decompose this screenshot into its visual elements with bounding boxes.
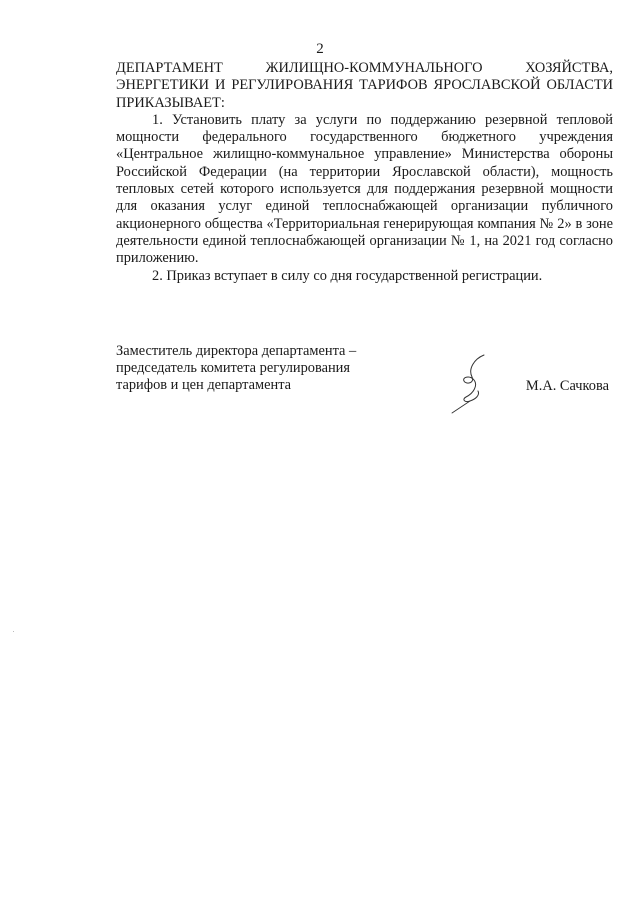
page-number: 2 xyxy=(316,41,324,57)
signatory-name: М.А. Сачкова xyxy=(525,378,609,394)
signatory-title xyxy=(116,343,396,394)
signatory-title-line: тарифов и цен департамента xyxy=(116,377,292,393)
paragraph-1: 1. Установить плату за услуги по поддержанию резервной тепловой мощности федерального государственного бюджетного учреждения «Центральное жилищно-коммунальное управление» Министерства обороны Российской Федерации (на территории Ярославской области), мощность тепловых сетей которого используется для поддержания резервной мощности для оказания услуг единой теплоснабжающей организации публичного акционерного общества «Территориальная генерирующая компания № 2» в зоне деятельности единой теплоснабжающей организации № 1, на 2021 год согласно приложению. xyxy=(116,111,613,267)
document-body xyxy=(116,60,613,285)
scan-speck xyxy=(13,631,14,632)
paragraph-2: 2. Приказ вступает в силу со дня государственной регистрации. xyxy=(152,267,543,284)
signature-block xyxy=(116,343,613,423)
signatory-title-line: председатель комитета регулирования xyxy=(116,360,350,376)
order-heading: ДЕПАРТАМЕНТ ЖИЛИЩНО-КОММУНАЛЬНОГО ХОЗЯЙСТВА, ЭНЕРГЕТИКИ И РЕГУЛИРОВАНИЯ ТАРИФОВ ЯРОСЛАВСКОЙ ОБЛАСТИ ПРИКАЗЫВАЕТ: xyxy=(116,60,613,111)
signatory-title-line: Заместитель директора департамента – xyxy=(116,343,357,359)
handwritten-signature-icon xyxy=(444,347,504,417)
